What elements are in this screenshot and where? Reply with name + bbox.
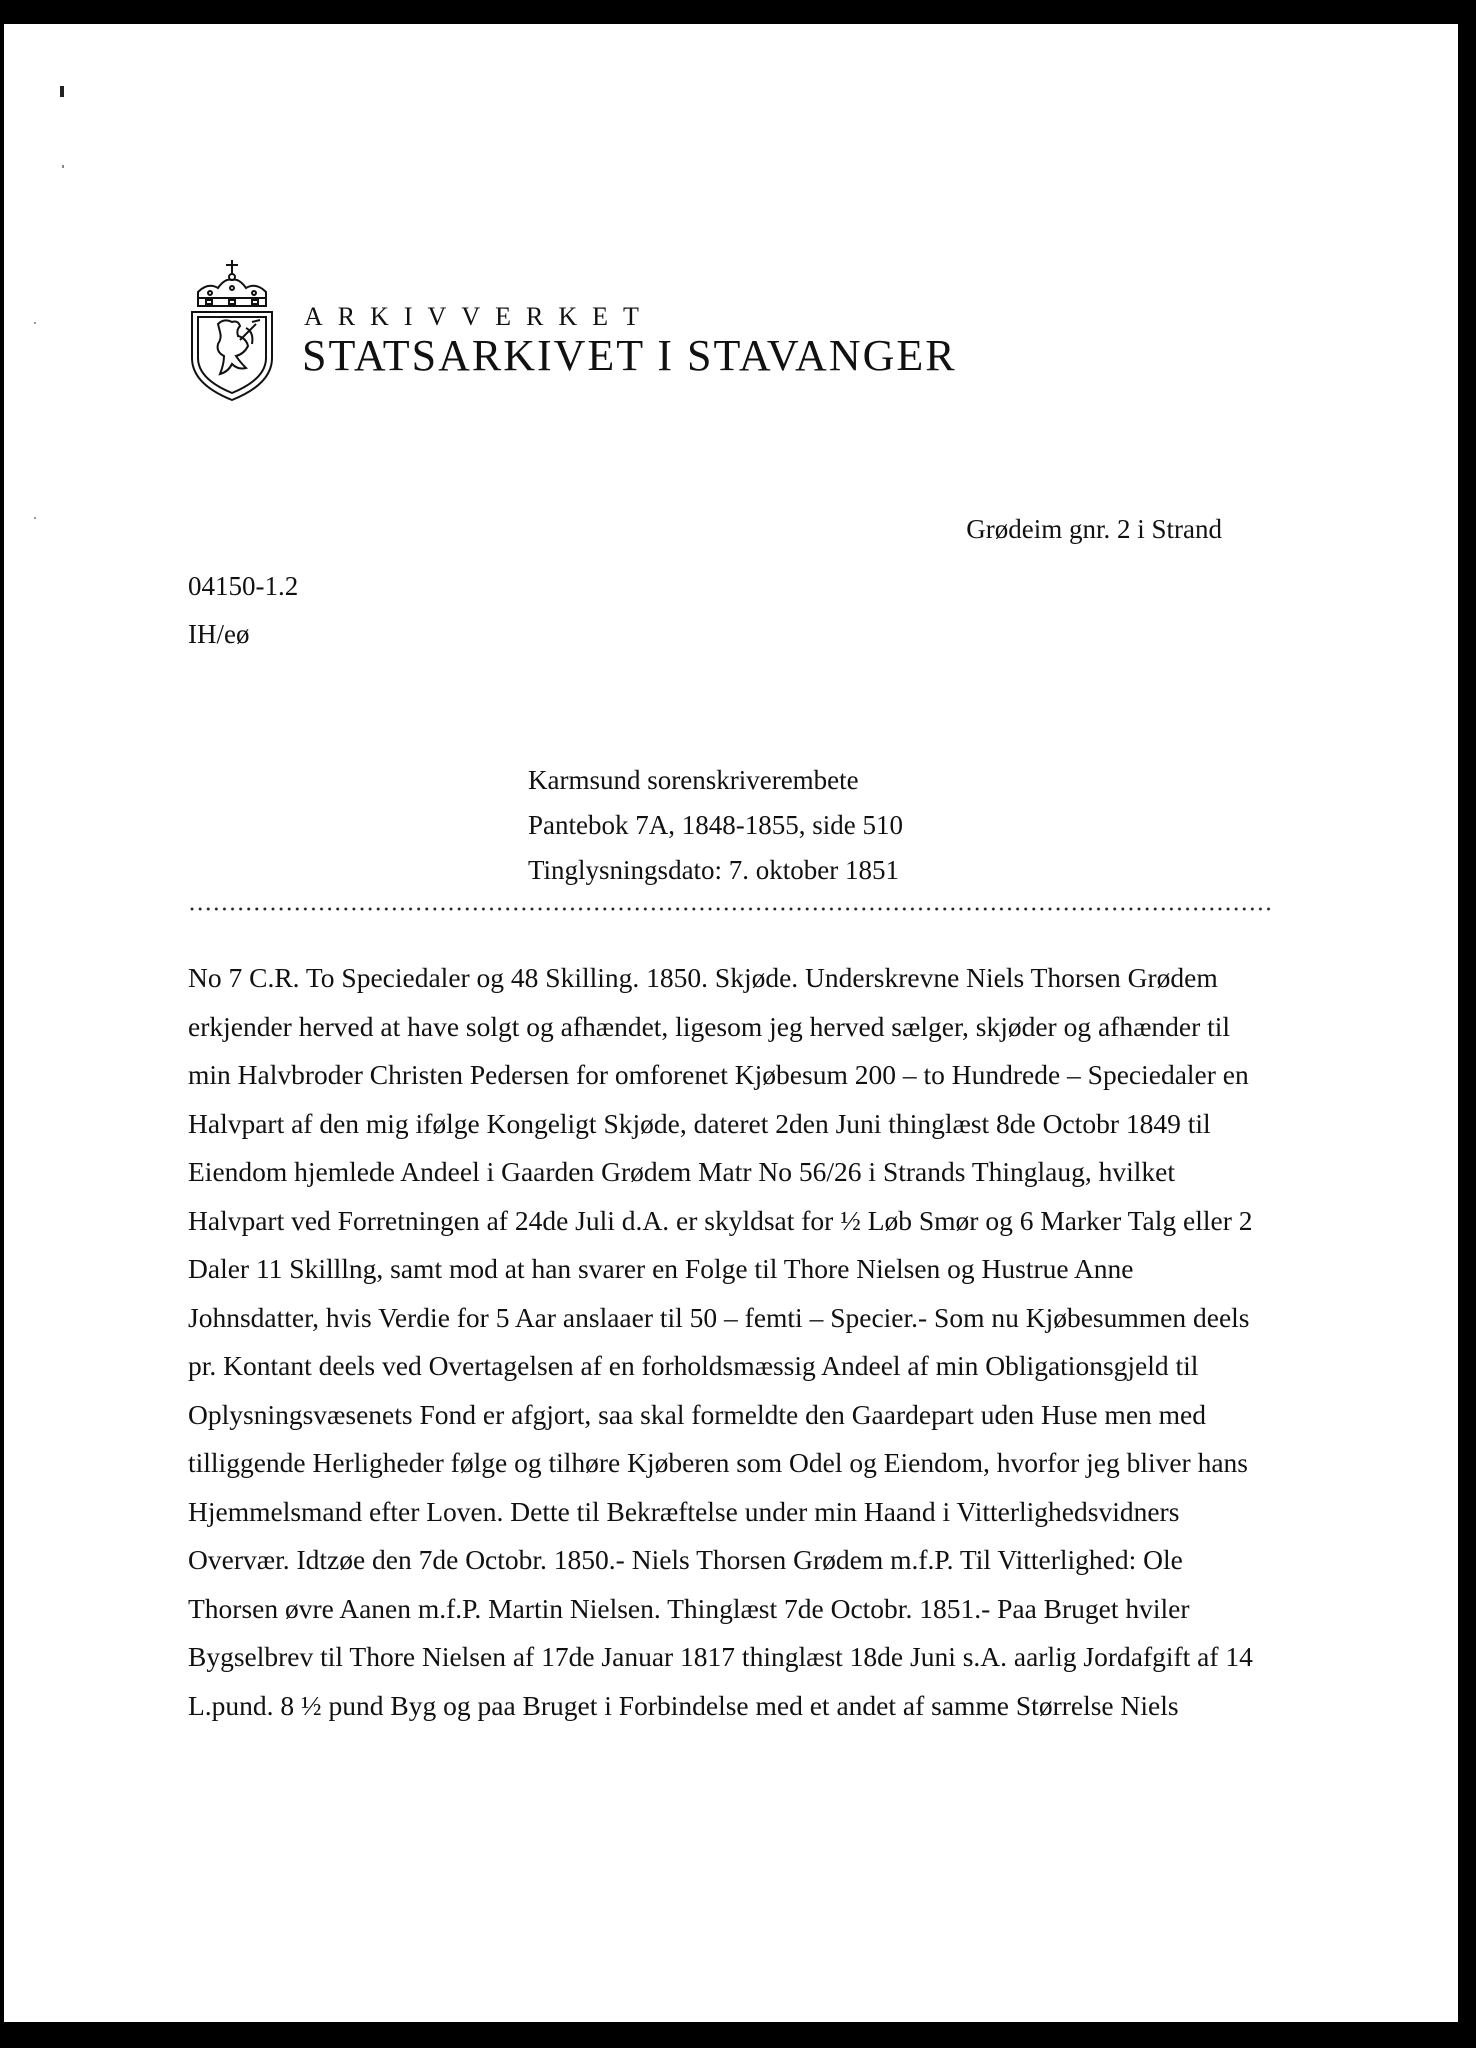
- transcription-line: Eiendom hjemlede Andeel i Gaarden Grødem Matr No 56/26 i Strands Thinglaug, hvilket: [188, 1156, 1175, 1187]
- author-initials: IH/eø: [188, 619, 250, 649]
- transcription-line: pr. Kontant deels ved Overtagelsen af en forholdsmæssig Andeel af min Obligationsgjeld til: [188, 1350, 1199, 1381]
- transcription-line: Oplysningsvæsenets Fond er afgjort, saa skal formeldte den Gaardepart uden Huse men med: [188, 1398, 1206, 1430]
- transcription-line: min Halvbroder Christen Pedersen for omforenet Kjøbesum 200 – to Hundrede – Speciedaler en: [188, 1059, 1249, 1090]
- transcription-line: Johnsdatter, hvis Verdie for 5 Aar anslaaer til 50 – femti – Specier.- Som nu Kjøbesummen deels: [188, 1301, 1250, 1333]
- transcription-line: Overvær. Idtzøe den 7de Octobr. 1850.- Niels Thorsen Grødem m.f.P. Til Vitterlighed: Ole: [188, 1544, 1183, 1575]
- scan-speck: [34, 322, 36, 324]
- property-title: Grødeim gnr. 2 i Strand: [966, 514, 1222, 544]
- transcription-line: Halvpart af den mig ifølge Kongeligt Skjøde, dateret 2den Juni thinglæst 8de Octobr 1849 til: [188, 1107, 1211, 1139]
- norwegian-coat-of-arms-icon: [188, 258, 276, 402]
- registration-date: Tinglysningsdato: 7. oktober 1851: [528, 855, 900, 885]
- source-citation: [528, 758, 903, 893]
- dotted-divider: [188, 904, 1272, 914]
- source-office: Karmsund sorenskriverembete: [528, 765, 859, 795]
- transcription-line: Halvpart ved Forretningen af 24de Juli d.A. er skyldsat for ½ Løb Smør og 6 Marker Talg eller 2: [188, 1204, 1253, 1236]
- scan-speck: [60, 86, 64, 97]
- transcription-line: tilliggende Herligheder følge og tilhøre Kjøberen som Odel og Eiendom, hvorfor jeg bliver hans: [188, 1447, 1248, 1478]
- transcription-line: erkjender herved at have solgt og afhændet, ligesom jeg herved sælger, skjøder og afhænder til: [188, 1010, 1231, 1042]
- organization-name-small: ARKIVVERKET: [304, 302, 654, 331]
- transcription-line: Daler 11 Skilllng, samt mod at han svarer en Folge til Thore Nielsen og Hustrue Anne: [188, 1253, 1134, 1284]
- transcription-body: [188, 954, 1308, 1730]
- scan-speck: [34, 517, 36, 519]
- organization-name-large: STATSARKIVET I STAVANGER: [302, 331, 957, 380]
- transcription-line: No 7 C.R. To Speciedaler og 48 Skilling. 1850. Skjøde. Underskrevne Niels Thorsen Grødem: [188, 962, 1218, 993]
- source-book: Pantebok 7A, 1848-1855, side 510: [528, 810, 903, 840]
- transcription-line: Hjemmelsmand efter Loven. Dette til Bekræftelse under min Haand i Vitterlighedsvidners: [188, 1495, 1180, 1527]
- transcription-line: Thorsen øvre Aanen m.f.P. Martin Nielsen. Thinglæst 7de Octobr. 1851.- Paa Bruget hviler: [188, 1592, 1190, 1624]
- reference-number: 04150-1.2: [188, 571, 299, 601]
- transcription-line: L.pund. 8 ½ pund Byg og paa Bruget i Forbindelse med et andet af samme Størrelse Niels: [188, 1689, 1179, 1721]
- scan-speck: [62, 165, 64, 168]
- transcription-line: Bygselbrev til Thore Nielsen af 17de Januar 1817 thinglæst 18de Juni s.A. aarlig Jordafgift af 14: [188, 1641, 1253, 1672]
- letterhead: [188, 258, 988, 408]
